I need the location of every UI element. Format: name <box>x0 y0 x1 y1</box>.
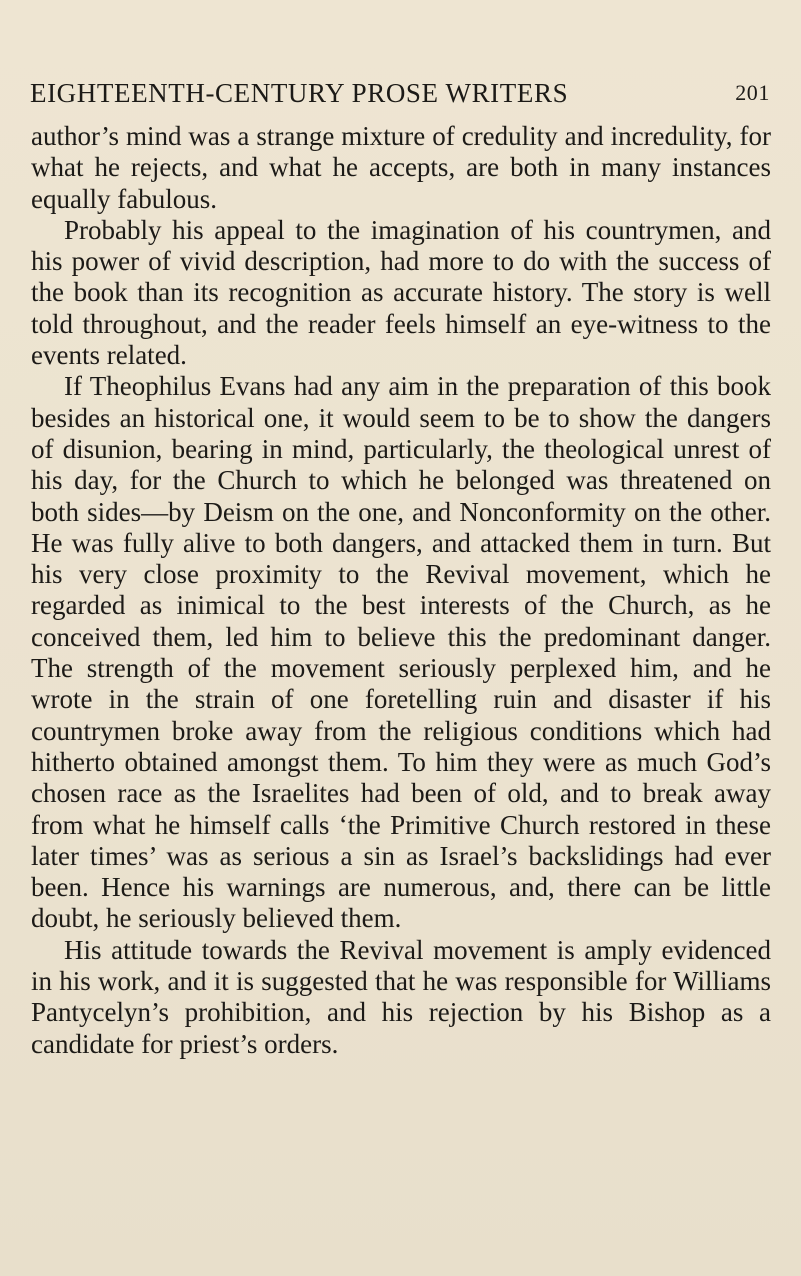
running-title: EIGHTEENTH-CENTURY PROSE WRITERS <box>30 78 569 108</box>
paragraph: His attitude towards the Revival movement is amply evidenced in his work, and it is suggested that he was responsible for Williams Pantycelyn’s prohibition, and his rejection by his Bishop as a candidate for priest’s orders. <box>31 934 771 1059</box>
paragraph-continuation: author’s mind was a strange mixture of credulity and incredulity, for what he rejects, and what he accepts, are both in many instances equally fabulous. <box>31 121 771 214</box>
body-text <box>31 121 771 1060</box>
paragraph: Probably his appeal to the imagination of his countrymen, and his power of vivid description, had more to do with the success of the book than its recognition as accurate history. The story is well told throughout, and the reader feels himself an eye-witness to the events related. <box>31 214 771 371</box>
paragraph: If Theophilus Evans had any aim in the preparation of this book besides an historical one, it would seem to be to show the dangers of disunion, bearing in mind, particularly, the theological unrest of his day, for the Church to which he belonged was threatened on both sides—by Deism on the one, and Nonconformity on the other. He was fully alive to both dangers, and attacked them in turn. But his very close proximity to the Revival movement, which he regarded as inimical to the best interests of the Church, as he conceived them, led him to believe this the predominant danger. The strength of the movement seriously perplexed him, and he wrote in the strain of one foretelling ruin and disaster if his countrymen broke away from the religious conditions which had hitherto obtained amongst them. To him they were as much God’s chosen race as the Israelites had been of old, and to break away from what he himself calls ‘the Primitive Church restored in these later times’ was as serious a sin as Israel’s backslidings had ever been. Hence his warnings are numerous, and, there can be little doubt, he seriously believed them. <box>31 371 771 934</box>
page-number: 201 <box>735 80 770 105</box>
page-header <box>30 78 770 112</box>
